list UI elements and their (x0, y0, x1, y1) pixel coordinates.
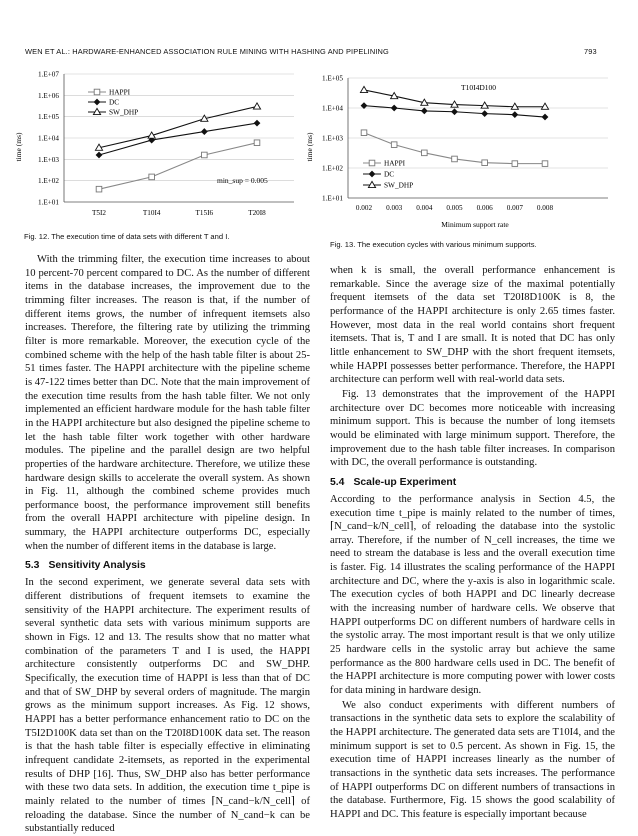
section-5-4-number: 5.4 (330, 476, 345, 488)
legend-label-dc: DC (109, 97, 120, 107)
y-tick-label: 1.E+07 (37, 70, 59, 79)
y-tick-label: 1.E+02 (37, 177, 59, 186)
y-tick-label: 1.E+06 (37, 91, 59, 100)
data-point-happi (254, 140, 260, 146)
section-5-3-title: Sensitivity Analysis (48, 560, 146, 572)
y-tick-label: 1.E+05 (321, 74, 343, 83)
x-tick-label: 0.007 (506, 204, 523, 212)
data-point-dc (254, 120, 261, 127)
x-tick-label: T20I8 (248, 209, 266, 217)
x-tick-label: 0.003 (386, 204, 403, 212)
right-paragraph-4: We also conduct experiments with different numbers of transactions in the synthetic data sets to explore the scalability of the HAPPI architecture. The generated data sets are T10I4, and the minimum support is set to 0.5 percent. As shown in Fig. 15, the execution time of HAPPI increases linearly as the number of transactions in the synthetic data sets increases. The performance of HAPPI outperforms DC on different numbers of transactions in the database. Furthermore, Fig. 15 shows the good scalability of HAPPI and DC. This feature is especially important because (330, 699, 615, 820)
data-point-dc (201, 128, 208, 135)
legend-marker-dc (94, 99, 101, 106)
x-tick-label: 0.008 (536, 204, 554, 212)
figure-12-chart (12, 62, 304, 228)
data-point-happi (149, 174, 155, 180)
data-point-dc (511, 111, 518, 118)
y-tick-label: 1.E+01 (321, 194, 343, 203)
data-point-sw_dhp (253, 103, 260, 109)
figure-13-caption: Fig. 13. The execution cycles with various minimum supports. (330, 240, 537, 249)
y-tick-label: 1.E+02 (321, 164, 343, 173)
fig13-xlabel: Minimum support rate (441, 220, 509, 229)
data-point-sw_dhp (360, 86, 367, 92)
page-number: 793 (584, 47, 597, 56)
right-paragraph-1: when k is small, the overall performance enhancement is remarkable. Since the average size of the maximal potentially frequent itemsets of the data set T20I8D100K is 8, the performance of the HAPPI architecture is only 2.65 times faster. However, most data in the real world contains short frequent itemsets. That is, T and I are small. It is noted that DC has only little enhancement to SW_DHP with the short frequent itemsets, while HAPPI possesses better performance. Therefore, the HAPPI architecture can perform well with real-world data sets. (330, 265, 615, 386)
data-point-happi (542, 161, 548, 167)
left-paragraph-1: With the trimming filter, the execution time increases to about 10 percent-70 percent compared to DC. As the number of different items in the database increases, the improvement due to the trimming filter increases. The reason is that, if the number of different items grows, the number of infrequent itemsets also increases. Therefore, the filtering rate by utilizing the trimming filter is more remarkable. Moreover, the execution cycle of the combined scheme with the help of the hash table filter is about 25-51 times faster. The HAPPI architecture with the pipeline scheme is 47-122 times better than DC. Note that the main improvement of the execution time results from the hash table filter. We not only implemented an efficient hardware module for the hash table filter in the HAPPI architecture but also designed the pipeline scheme to let the hash table filter work together with other hardware modules. The pipeline and the parallel design are two helpful properties of the hardware architecture. Therefore, we utilize these hardware design skills to accelerate the overall system. As shown in Fig. 11, although the combined scheme provides much performance boost, the performance improvement still benefits from the overall HAPPI architecture with pipeline design. In summary, the HAPPI architecture outperforms DC, especially when the number of different items in the database is large. (25, 254, 310, 552)
figure-12-caption: Fig. 12. The execution time of data sets with different T and I. (24, 232, 230, 241)
section-5-4-heading (330, 476, 615, 489)
legend-label-sw_dhp: SW_DHP (384, 180, 414, 190)
fig12-ylabel: time (ms) (14, 132, 23, 162)
legend-marker-happi (369, 160, 375, 166)
figure-13-chart (300, 62, 616, 232)
legend-marker-dc (369, 171, 376, 178)
left-column (25, 253, 310, 836)
x-tick-label: 0.002 (355, 204, 373, 212)
running-title: WEN ET AL.: HARDWARE-ENHANCED ASSOCIATION RULE MINING WITH HASHING AND PIPELINING (25, 47, 389, 56)
x-tick-label: T10I4 (142, 209, 161, 217)
data-point-happi (422, 150, 428, 156)
x-tick-label: T5I2 (92, 209, 106, 217)
legend-label-happi: HAPPI (109, 87, 131, 97)
data-point-happi (391, 142, 397, 148)
legend-label-dc: DC (384, 169, 395, 179)
y-tick-label: 1.E+04 (321, 104, 343, 113)
section-5-3-number: 5.3 (25, 560, 40, 572)
y-tick-label: 1.E+04 (37, 134, 59, 143)
data-point-happi (96, 186, 102, 192)
y-tick-label: 1.E+01 (37, 198, 59, 207)
data-point-happi (361, 130, 367, 136)
x-tick-label: 0.005 (446, 204, 463, 212)
data-point-dc (96, 152, 103, 159)
data-point-dc (542, 114, 549, 121)
fig13-annotation: T10I4D100 (461, 83, 496, 92)
x-tick-label: 0.006 (476, 204, 493, 212)
legend-label-sw_dhp: SW_DHP (109, 107, 139, 117)
y-tick-label: 1.E+03 (321, 134, 343, 143)
y-tick-label: 1.E+05 (37, 113, 59, 122)
section-5-4-title: Scale-up Experiment (353, 476, 457, 488)
y-tick-label: 1.E+03 (37, 155, 59, 164)
legend-label-happi: HAPPI (384, 158, 406, 168)
legend-marker-happi (94, 89, 100, 95)
fig13-ylabel: time (ms) (305, 132, 314, 162)
section-5-3-heading (25, 559, 310, 572)
series-line-dc (99, 123, 257, 155)
data-point-happi (482, 160, 488, 166)
data-point-dc (421, 108, 428, 115)
fig12-annotation: min_sup = 0.005 (217, 176, 268, 185)
x-tick-label: T15I6 (195, 209, 214, 217)
data-point-happi (512, 161, 518, 167)
data-point-dc (481, 110, 488, 117)
right-column (330, 264, 615, 822)
data-point-happi (452, 156, 458, 162)
left-paragraph-2: In the second experiment, we generate several data sets with different distributions of frequent itemsets to examine the sensitivity of the HAPPI architecture. The experiment results of several synthetic data sets with various minimum supports are shown in Figs. 12 and 13. The results show that no matter what combination of the parameters T and I is used, the HAPPI architecture consistently outperforms DC and SW_DHP. Specifically, the execution time of HAPPI is less than that of DC and that of SW_DHP by several orders of magnitude. The margin grows as the minimum support increases. As Fig. 12 shows, HAPPI has a better performance enhancement ratio to DC on the T5I2D100K data set than on the T20I8D100K data set. The reason is that the hash table filter is especially effective in eliminating infrequent candidate 2-itemsets, as reported in the experimental results of DHP [16]. Thus, SW_DHP also has better performance with these two data sets. In addition, the execution time t_pipe is mainly related to the number of times ⌈N_cand−k/N_cell⌉ of reloading the database. Since the number of N_cand−k can be substantially reduced (25, 577, 310, 835)
right-paragraph-3: According to the performance analysis in Section 4.5, the execution time t_pipe is mainly related to the number of times, ⌈N_cand−k/N_cell⌉, of reloading the database into the systolic array. Therefore, if the number of N_cell increases, the time we need to stream the database is less and the overall execution time is faster. Fig. 14 illustrates the scaling performance of the HAPPI architecture and DC, where the y-axis is also in logarithmic scale. The execution cycles of both HAPPI and DC linearly decrease with the increasing number of hardware cells. We observe that HAPPI outperforms DC on different numbers of hardware cells in the systolic array. The most important result is that we only utilize 25 hardware cells in the systolic array but achieve the same performance as the 800 hardware cells used in DC. The benefit of the HAPPI architecture is more computing power with lower costs for data mining in hardware design. (330, 493, 615, 697)
data-point-dc (391, 105, 398, 112)
x-tick-label: 0.004 (416, 204, 433, 212)
data-point-dc (451, 108, 458, 115)
data-point-happi (202, 152, 208, 158)
right-paragraph-2: Fig. 13 demonstrates that the improvement of the HAPPI architecture over DC becomes more noticeable with increasing minimum support. This is because the number of long itemsets would be eliminated with large minimum support. Therefore, the improvement due to the hash table filter increases. In comparison with DC, the overall performance is outstanding. (330, 388, 615, 469)
